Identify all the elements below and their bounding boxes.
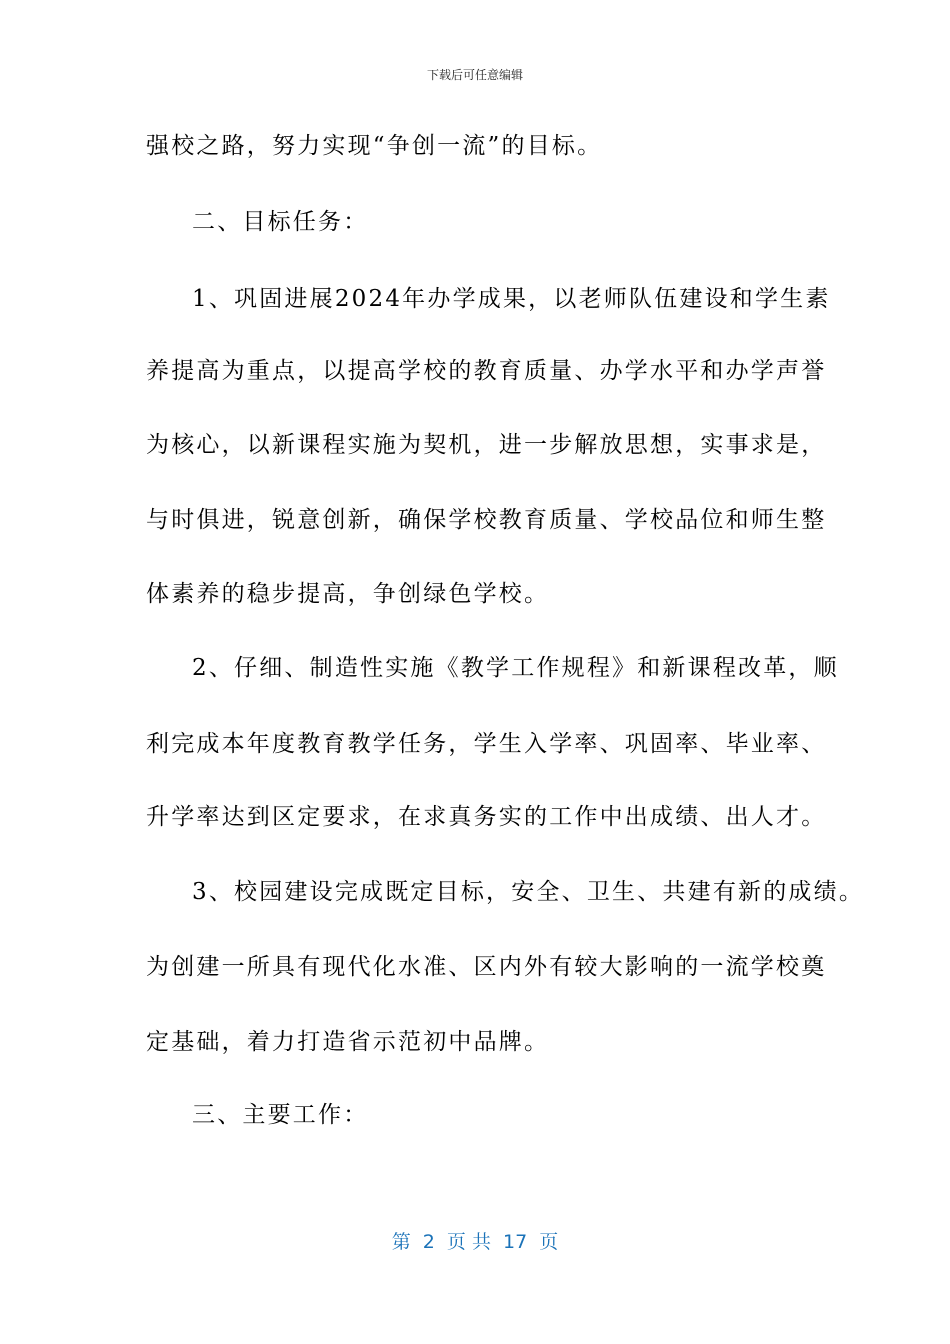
paragraph-line: 为核心，以新课程实施为契机，进一步解放思想，实事求是，: [146, 432, 827, 458]
paragraph-line: 3、校园建设完成既定目标，安全、卫生、共建有新的成绩。: [192, 879, 865, 905]
section-heading: 三、主要工作：: [192, 1102, 369, 1128]
paragraph-line: 强校之路，努力实现“争创一流”的目标。: [146, 133, 603, 159]
page-number: 第 2 页 共 17 页: [391, 1231, 559, 1253]
paragraph-line: 与时俱进，锐意创新，确保学校教育质量、学校品位和师生整: [146, 507, 827, 533]
section-heading: 二、目标任务：: [192, 209, 369, 235]
header-note: 下载后可任意编辑: [426, 68, 523, 82]
paragraph-line: 为创建一所具有现代化水准、区内外有较大影响的一流学校奠: [146, 954, 827, 980]
paragraph-line: 升学率达到区定要求，在求真务实的工作中出成绩、出人才。: [146, 804, 827, 830]
paragraph-line: 体素养的稳步提高，争创绿色学校。: [146, 581, 550, 607]
paragraph-line: 养提高为重点，以提高学校的教育质量、办学水平和办学声誉: [146, 358, 827, 384]
paragraph-line: 定基础，着力打造省示范初中品牌。: [146, 1029, 550, 1055]
paragraph-line: 1、巩固进展2024年办学成果，以老师队伍建设和学生素: [192, 286, 831, 312]
paragraph-line: 利完成本年度教育教学任务，学生入学率、巩固率、毕业率、: [146, 731, 827, 757]
paragraph-line: 2、仔细、制造性实施《教学工作规程》和新课程改革，顺: [192, 655, 839, 681]
